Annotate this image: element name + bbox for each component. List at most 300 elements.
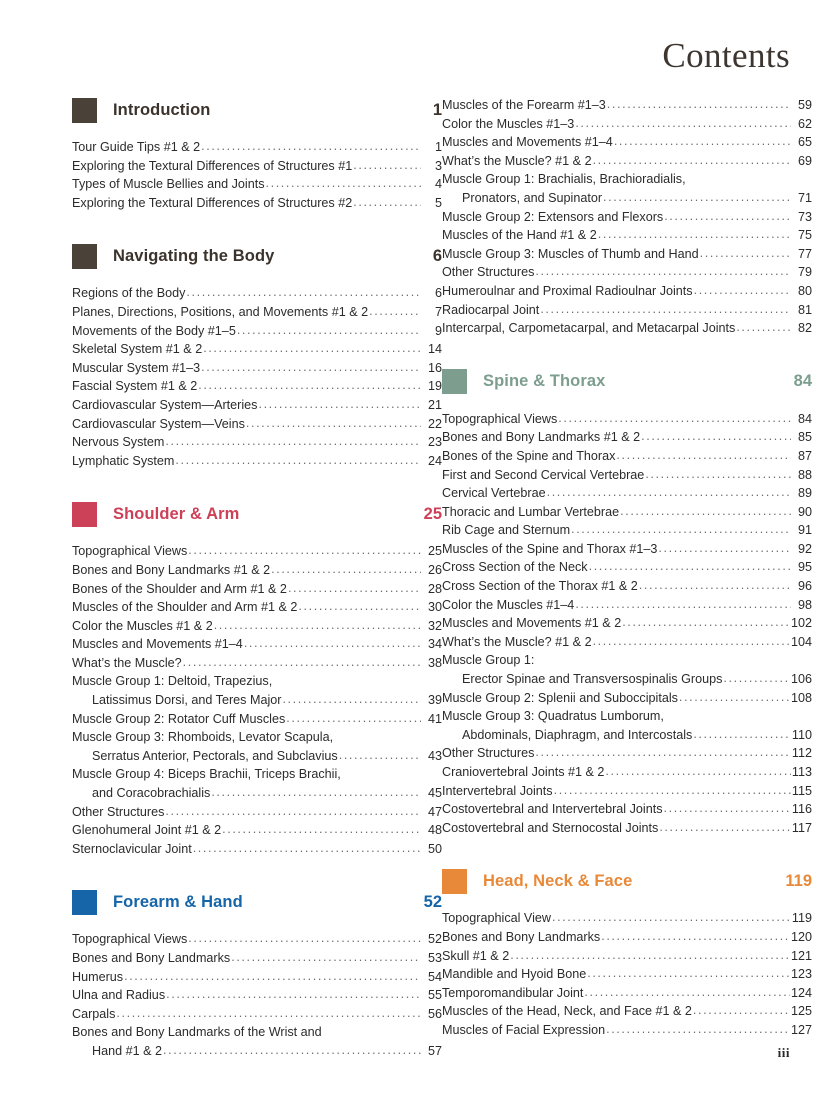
toc-entry[interactable] xyxy=(442,909,812,928)
toc-entry[interactable] xyxy=(72,284,442,303)
dot-leader xyxy=(736,318,791,337)
toc-entry[interactable] xyxy=(442,521,812,540)
toc-entry-label: Other Structures xyxy=(442,746,535,761)
section-title: Navigating the Body xyxy=(113,246,275,265)
toc-entry-page-number: 4 xyxy=(434,177,442,192)
toc-entry-label: Color the Muscles #1–3 xyxy=(442,116,575,131)
toc-entry-label: Skeletal System #1 & 2 xyxy=(72,342,203,357)
dot-leader xyxy=(639,576,791,595)
toc-entry-page-number: 84 xyxy=(797,411,812,426)
toc-entry-page-number: 54 xyxy=(427,969,442,984)
toc-entry-page-number: 82 xyxy=(797,321,812,336)
toc-section-forearm-and-hand xyxy=(72,888,442,1060)
section-title: Spine & Thorax xyxy=(483,372,606,391)
toc-entry-page-number: 21 xyxy=(427,397,442,412)
section-page-number: 52 xyxy=(423,892,442,911)
dot-leader xyxy=(510,946,790,965)
dot-leader xyxy=(369,302,421,321)
toc-entry-page-number: 39 xyxy=(427,693,442,708)
section-entry-list xyxy=(72,138,442,212)
toc-entry[interactable] xyxy=(72,396,442,415)
toc-entry-label: Muscles of the Hand #1 & 2 xyxy=(442,228,597,243)
toc-entry-page-number: 123 xyxy=(790,967,812,982)
toc-entry[interactable] xyxy=(72,580,442,599)
dot-leader xyxy=(339,746,421,765)
toc-entry[interactable] xyxy=(442,133,812,152)
dot-leader xyxy=(575,595,791,614)
toc-entry[interactable] xyxy=(442,744,812,763)
toc-entry[interactable] xyxy=(442,928,812,947)
toc-entry[interactable] xyxy=(442,707,812,726)
dot-leader xyxy=(246,414,421,433)
toc-entry[interactable] xyxy=(72,1023,442,1042)
toc-entry-label: Ulna and Radius xyxy=(72,988,166,1003)
toc-entry-page-number: 1 xyxy=(434,140,442,154)
toc-entry-page-number: 81 xyxy=(797,302,812,317)
toc-entry[interactable] xyxy=(72,803,442,822)
toc-entry-page-number: 87 xyxy=(797,448,812,463)
forearm-hand-continued-entries xyxy=(442,96,812,338)
toc-entry-label: Exploring the Textural Differences of Structures #1 xyxy=(72,158,353,173)
toc-entry-label: First and Second Cervical Vertebrae xyxy=(442,467,645,482)
section-page-number: 84 xyxy=(793,372,812,391)
toc-entry[interactable] xyxy=(442,800,812,819)
section-title: Forearm & Hand xyxy=(113,892,243,911)
toc-entry-label: Bones of the Shoulder and Arm #1 & 2 xyxy=(72,581,287,596)
dot-leader xyxy=(558,409,791,428)
toc-entry[interactable] xyxy=(72,765,442,784)
dot-leader xyxy=(183,653,421,672)
toc-entry[interactable] xyxy=(72,194,442,213)
page-folio: iii xyxy=(777,1045,790,1060)
toc-entry-page-number: 106 xyxy=(790,672,812,687)
dot-leader xyxy=(554,781,791,800)
toc-entry[interactable] xyxy=(442,170,812,189)
toc-entry-page-number: 32 xyxy=(427,618,442,633)
toc-entry-page-number: 113 xyxy=(791,765,812,779)
toc-entry-page-number: 96 xyxy=(797,579,812,594)
toc-entry-page-number: 55 xyxy=(427,988,442,1003)
toc-entry[interactable] xyxy=(442,263,812,282)
toc-entry-page-number: 117 xyxy=(791,820,812,835)
section-header[interactable] xyxy=(72,96,442,124)
toc-entry-page-number: 3 xyxy=(434,158,442,173)
toc-entry-label: Pronators, and Supinator xyxy=(462,190,603,205)
toc-entry[interactable] xyxy=(72,747,442,766)
toc-entry-page-number: 89 xyxy=(797,486,812,501)
toc-entry[interactable] xyxy=(72,433,442,452)
toc-entry-page-number: 16 xyxy=(427,360,442,375)
toc-entry-label: Exploring the Textural Differences of Structures #2 xyxy=(72,195,353,210)
toc-entry-page-number: 91 xyxy=(797,523,812,538)
toc-entry[interactable] xyxy=(442,1002,812,1021)
toc-entry-label: Temporomandibular Joint xyxy=(442,985,584,1000)
toc-entry-page-number: 7 xyxy=(434,304,442,319)
toc-entry-page-number: 5 xyxy=(434,195,442,210)
toc-entry-label: Intercarpal, Carpometacarpal, and Metacarpal Joints xyxy=(442,321,736,336)
section-header[interactable] xyxy=(72,242,442,270)
toc-entry[interactable] xyxy=(442,152,812,171)
toc-entry-label: What’s the Muscle? #1 & 2 xyxy=(442,634,592,649)
toc-entry-label: Muscle Group 1: Brachialis, Brachioradialis, xyxy=(442,172,686,187)
toc-entry-label: Topographical Views xyxy=(72,932,188,947)
toc-entry-page-number: 57 xyxy=(427,1043,442,1058)
toc-entry-page-number: 125 xyxy=(790,1004,812,1019)
toc-entry-label: Bones and Bony Landmarks xyxy=(442,929,601,944)
toc-entry[interactable] xyxy=(442,115,812,134)
toc-entry-label: Other Structures xyxy=(72,804,165,819)
toc-entry-page-number: 110 xyxy=(791,727,812,742)
toc-entry-page-number: 92 xyxy=(797,541,812,556)
toc-entry[interactable] xyxy=(442,577,812,596)
toc-entry-page-number: 26 xyxy=(427,562,442,577)
toc-entry-label: Fascial System #1 & 2 xyxy=(72,379,198,394)
dot-leader xyxy=(694,281,791,300)
toc-entry[interactable] xyxy=(442,965,812,984)
toc-entry-page-number: 75 xyxy=(797,228,812,243)
toc-entry[interactable] xyxy=(442,319,812,338)
toc-entry-page-number: 56 xyxy=(427,1006,442,1021)
section-color-swatch-icon xyxy=(72,890,97,915)
section-entry-list xyxy=(72,284,442,470)
dot-leader xyxy=(193,839,421,858)
dot-leader xyxy=(622,613,790,632)
toc-entry[interactable] xyxy=(442,947,812,966)
dot-leader xyxy=(244,634,421,653)
dot-leader xyxy=(288,579,421,598)
toc-entry[interactable] xyxy=(72,986,442,1005)
toc-entry-label: Color the Muscles #1 & 2 xyxy=(72,618,213,633)
toc-entry-label: Muscles of the Spine and Thorax #1–3 xyxy=(442,541,658,556)
toc-section-shoulder-and-arm xyxy=(72,500,442,858)
dot-leader xyxy=(593,632,790,651)
dot-leader xyxy=(188,929,421,948)
toc-entry-label: Intervertebral Joints xyxy=(442,783,553,798)
toc-entry-label: Humerus xyxy=(72,969,124,984)
section-title: Introduction xyxy=(113,100,211,119)
toc-section-spine-and-thorax xyxy=(442,368,812,838)
toc-entry-label: Skull #1 & 2 xyxy=(442,948,510,963)
section-header[interactable] xyxy=(442,867,812,895)
toc-entry[interactable] xyxy=(72,635,442,654)
toc-entry[interactable] xyxy=(442,596,812,615)
section-color-swatch-icon xyxy=(72,502,97,527)
toc-entry-page-number: 14 xyxy=(427,342,442,357)
toc-entry-page-number: 124 xyxy=(790,985,812,1000)
section-color-swatch-icon xyxy=(442,369,467,394)
dot-leader xyxy=(645,465,791,484)
toc-entry[interactable] xyxy=(72,303,442,322)
toc-entry-page-number: 50 xyxy=(427,841,442,856)
toc-entry[interactable] xyxy=(442,782,812,801)
toc-entry[interactable] xyxy=(442,614,812,633)
toc-entry-page-number: 52 xyxy=(427,932,442,947)
dot-leader xyxy=(584,983,790,1002)
section-page-number: 119 xyxy=(785,871,812,890)
toc-entry[interactable] xyxy=(442,819,812,838)
toc-entry-label: Muscles of the Shoulder and Arm #1 & 2 xyxy=(72,600,298,615)
section-title: Shoulder & Arm xyxy=(113,504,240,523)
toc-entry[interactable] xyxy=(442,540,812,559)
toc-entry-label: Muscle Group 3: Quadratus Lumborum, xyxy=(442,709,664,724)
toc-entry-label: Hand #1 & 2 xyxy=(92,1043,163,1058)
toc-entry-label: Bones of the Spine and Thorax xyxy=(442,448,616,463)
toc-entry-label: Muscle Group 3: Rhomboids, Levator Scapula, xyxy=(72,730,334,745)
toc-entry-page-number: 34 xyxy=(427,637,442,652)
toc-entry-label: Costovertebral and Intervertebral Joints xyxy=(442,802,663,817)
left-column-sections xyxy=(72,96,442,1061)
dot-leader xyxy=(203,339,421,358)
toc-entry[interactable] xyxy=(442,96,812,115)
toc-entry[interactable] xyxy=(442,763,812,782)
dot-leader xyxy=(587,964,790,983)
toc-entry-label: Mandible and Hyoid Bone xyxy=(442,967,587,982)
toc-entry[interactable] xyxy=(72,840,442,859)
dot-leader xyxy=(679,688,790,707)
toc-entry-label: Cervical Vertebrae xyxy=(442,486,546,501)
toc-entry-page-number: 24 xyxy=(427,453,442,468)
dot-leader xyxy=(237,321,421,340)
toc-entry[interactable] xyxy=(442,633,812,652)
toc-entry-page-number: 95 xyxy=(797,560,812,575)
toc-entry-label: Costovertebral and Sternocostal Joints xyxy=(442,820,659,835)
dot-leader xyxy=(664,207,791,226)
dot-leader xyxy=(201,137,421,156)
toc-section-introduction xyxy=(72,96,442,212)
section-title: Head, Neck & Face xyxy=(483,871,633,890)
toc-entry[interactable] xyxy=(72,710,442,729)
toc-entry-label: Bones and Bony Landmarks xyxy=(72,951,231,965)
dot-leader xyxy=(266,174,422,193)
dot-leader xyxy=(659,818,791,837)
toc-entry-page-number: 120 xyxy=(790,929,812,944)
toc-entry[interactable] xyxy=(442,301,812,320)
toc-entry-label: Planes, Directions, Positions, and Movements #1 & 2 xyxy=(72,304,369,319)
dot-leader xyxy=(605,762,791,781)
dot-leader xyxy=(231,948,421,967)
toc-entry[interactable] xyxy=(72,561,442,580)
toc-entry[interactable] xyxy=(442,726,812,745)
toc-entry-page-number: 41 xyxy=(427,711,442,726)
dot-leader xyxy=(186,283,421,302)
toc-entry-page-number: 65 xyxy=(797,135,812,150)
toc-entry-label: Muscles of Facial Expression xyxy=(442,1022,606,1037)
dot-leader xyxy=(282,690,421,709)
toc-entry[interactable] xyxy=(72,691,442,710)
toc-entry[interactable] xyxy=(72,377,442,396)
toc-entry[interactable] xyxy=(442,558,812,577)
toc-entry[interactable] xyxy=(442,447,812,466)
dot-leader xyxy=(116,1004,421,1023)
toc-entry[interactable] xyxy=(442,428,812,447)
section-header[interactable] xyxy=(72,888,442,916)
toc-entry[interactable] xyxy=(72,542,442,561)
dot-leader xyxy=(700,244,791,263)
toc-entry-page-number: 48 xyxy=(427,823,442,838)
section-color-swatch-icon xyxy=(72,244,97,269)
dot-leader xyxy=(198,376,421,395)
toc-entry[interactable] xyxy=(72,930,442,949)
toc-entry-label: Thoracic and Lumbar Vertebrae xyxy=(442,504,620,519)
toc-entry-page-number: 112 xyxy=(791,746,812,761)
toc-entry-label: Sternoclavicular Joint xyxy=(72,841,192,856)
toc-entry-label: Erector Spinae and Transversospinalis Groups xyxy=(462,672,723,687)
toc-entry[interactable] xyxy=(72,672,442,691)
section-header[interactable] xyxy=(442,368,812,396)
toc-entry[interactable] xyxy=(442,503,812,522)
dot-leader xyxy=(165,432,421,451)
toc-entry-page-number: 22 xyxy=(427,416,442,431)
toc-entry-label: Cardiovascular System—Veins xyxy=(72,416,245,431)
dot-leader xyxy=(616,446,791,465)
toc-entry[interactable] xyxy=(72,175,442,194)
toc-entry[interactable] xyxy=(442,689,812,708)
toc-entry-label: Bones and Bony Landmarks #1 & 2 xyxy=(72,562,271,577)
dot-leader xyxy=(575,114,791,133)
toc-entry[interactable] xyxy=(72,452,442,471)
toc-entry[interactable] xyxy=(72,784,442,803)
toc-entry-label: Nervous System xyxy=(72,435,165,450)
toc-entry-label: Regions of the Body xyxy=(72,286,186,301)
toc-entry[interactable] xyxy=(442,651,812,670)
toc-entry[interactable] xyxy=(72,340,442,359)
dot-leader xyxy=(540,300,791,319)
toc-entry-page-number: 77 xyxy=(797,246,812,261)
dot-leader xyxy=(693,1001,790,1020)
toc-entry-label: Muscles and Movements #1 & 2 xyxy=(442,616,622,631)
toc-entry[interactable] xyxy=(442,670,812,689)
toc-entry[interactable] xyxy=(72,138,442,157)
toc-entry-page-number: 121 xyxy=(790,948,812,963)
toc-entry-label: Glenohumeral Joint #1 & 2 xyxy=(72,823,222,838)
dot-leader xyxy=(211,783,421,802)
toc-entry-label: Topographical Views xyxy=(72,544,188,559)
dot-leader xyxy=(601,927,790,946)
toc-entry-label: Humeroulnar and Proximal Radioulnar Joints xyxy=(442,283,693,298)
section-color-swatch-icon xyxy=(442,869,467,894)
toc-entry[interactable] xyxy=(72,728,442,747)
dot-leader xyxy=(286,709,421,728)
toc-section-navigating-the-body xyxy=(72,242,442,470)
section-page-number: 1 xyxy=(432,100,442,119)
toc-entry-page-number: 80 xyxy=(797,283,812,298)
toc-entry[interactable] xyxy=(72,654,442,673)
toc-entry-page-number: 25 xyxy=(427,544,442,559)
toc-entry[interactable] xyxy=(72,415,442,434)
toc-entry-page-number: 23 xyxy=(427,435,442,450)
dot-leader xyxy=(552,908,791,927)
toc-entry[interactable] xyxy=(72,821,442,840)
toc-entry[interactable] xyxy=(442,410,812,429)
toc-entry[interactable] xyxy=(72,968,442,987)
toc-entry-page-number: 115 xyxy=(791,783,812,798)
section-entry-list xyxy=(442,909,812,1039)
toc-entry-page-number: 71 xyxy=(797,190,812,205)
toc-entry[interactable] xyxy=(442,208,812,227)
toc-entry[interactable] xyxy=(442,226,812,245)
toc-entry[interactable] xyxy=(442,245,812,264)
toc-entry-label: Muscles and Movements #1–4 xyxy=(442,135,613,150)
toc-entry-label: Latissimus Dorsi, and Teres Major xyxy=(92,693,282,708)
toc-entry[interactable] xyxy=(442,1021,812,1040)
dot-leader xyxy=(658,539,791,558)
toc-entry[interactable] xyxy=(442,466,812,485)
dot-leader xyxy=(589,557,791,576)
toc-entry-label: Rib Cage and Sternum xyxy=(442,523,571,538)
left-column xyxy=(72,96,442,1091)
toc-entry-page-number: 108 xyxy=(790,690,812,705)
toc-entry-page-number: 73 xyxy=(797,209,812,224)
dot-leader xyxy=(603,188,791,207)
toc-entry[interactable] xyxy=(72,1005,442,1024)
toc-entry-label: Muscle Group 1: xyxy=(442,653,535,668)
section-color-swatch-icon xyxy=(72,98,97,123)
dot-leader xyxy=(606,1020,790,1039)
toc-entry-page-number: 45 xyxy=(427,786,442,801)
toc-entry-label: Cross Section of the Neck xyxy=(442,560,588,575)
toc-entry-page-number: 69 xyxy=(797,153,812,168)
toc-entry[interactable] xyxy=(442,189,812,208)
toc-entry-label: Craniovertebral Joints #1 & 2 xyxy=(442,765,605,779)
toc-entry[interactable] xyxy=(72,949,442,968)
toc-entry-label: Movements of the Body #1–5 xyxy=(72,323,236,338)
toc-entry-page-number: 85 xyxy=(797,430,812,445)
toc-entry[interactable] xyxy=(72,157,442,176)
dot-leader xyxy=(298,597,421,616)
dot-leader xyxy=(163,1041,421,1060)
dot-leader xyxy=(175,451,421,470)
dot-leader xyxy=(535,743,791,762)
dot-leader xyxy=(607,95,791,114)
dot-leader xyxy=(535,262,791,281)
toc-entry-page-number: 116 xyxy=(791,802,812,817)
toc-entry-label: Bones and Bony Landmarks #1 & 2 xyxy=(442,430,641,445)
toc-entry-label: Carpals xyxy=(72,1006,116,1021)
toc-entry-page-number: 127 xyxy=(790,1022,812,1037)
toc-entry[interactable] xyxy=(442,282,812,301)
section-header[interactable] xyxy=(72,500,442,528)
toc-entry-label: and Coracobrachialis xyxy=(92,786,211,801)
page-title: Contents xyxy=(662,36,790,75)
toc-entry-label: Cardiovascular System—Arteries xyxy=(72,397,258,412)
toc-entry[interactable] xyxy=(72,617,442,636)
toc-entry[interactable] xyxy=(72,359,442,378)
dot-leader xyxy=(571,520,791,539)
toc-entry[interactable] xyxy=(72,322,442,341)
toc-entry-page-number: 53 xyxy=(427,951,442,965)
toc-entry-label: Muscle Group 2: Extensors and Flexors xyxy=(442,209,664,224)
toc-entry-page-number: 59 xyxy=(797,98,812,112)
toc-entry-label: Other Structures xyxy=(442,265,535,280)
dot-leader xyxy=(593,151,791,170)
toc-entry-page-number: 102 xyxy=(790,616,812,631)
toc-entry[interactable] xyxy=(72,1042,442,1061)
dot-leader xyxy=(165,802,421,821)
toc-entry-label: Cross Section of the Thorax #1 & 2 xyxy=(442,579,638,594)
dot-leader xyxy=(598,225,791,244)
toc-entry[interactable] xyxy=(72,598,442,617)
toc-entry-label: Tour Guide Tips #1 & 2 xyxy=(72,140,201,154)
toc-entry-page-number: 28 xyxy=(427,581,442,596)
toc-entry-label: What’s the Muscle? #1 & 2 xyxy=(442,153,592,168)
toc-entry[interactable] xyxy=(442,484,812,503)
toc-entry[interactable] xyxy=(442,984,812,1003)
toc-entry-label: Lymphatic System xyxy=(72,453,175,468)
dot-leader xyxy=(258,395,421,414)
dot-leader xyxy=(124,967,421,986)
toc-entry-page-number: 9 xyxy=(434,323,442,338)
section-entry-list xyxy=(442,410,812,838)
